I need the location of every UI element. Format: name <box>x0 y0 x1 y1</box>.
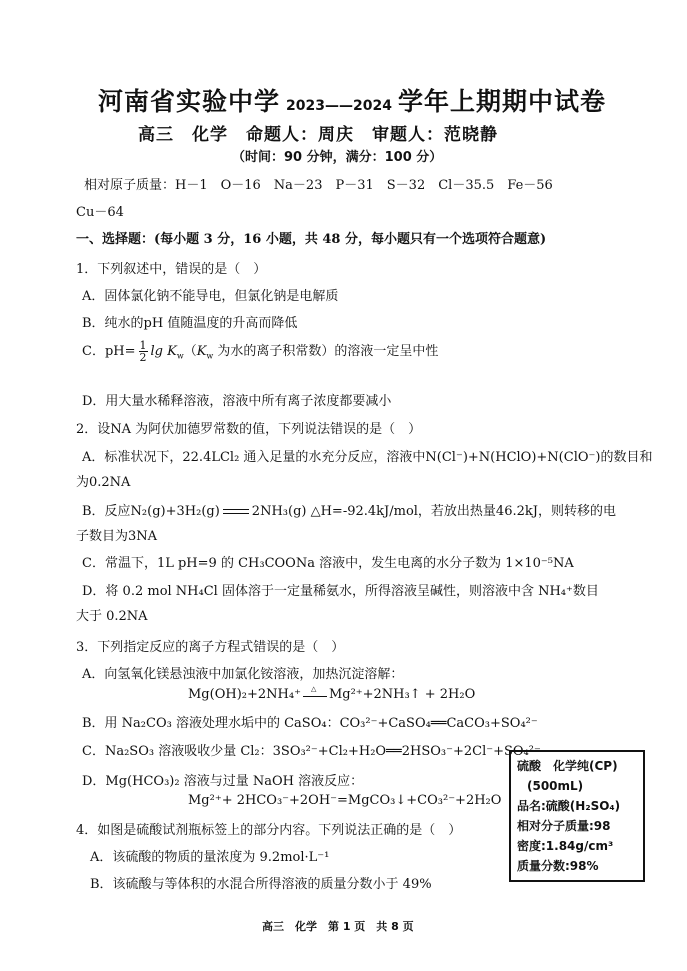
q3-option-d-equation: Mg²⁺+ 2HCO₃⁻+2OH⁻=MgCO₃↓+CO₃²⁻+2H₂O <box>188 793 502 808</box>
q3-stem: 3．下列指定反应的离子方程式错误的是（ ） <box>76 640 345 655</box>
school-name: 河南省实验中学 <box>98 87 281 116</box>
q4-option-b: B．该硫酸与等体积的水混合所得溶液的质量分数小于 49% <box>90 877 432 892</box>
fraction <box>139 340 148 363</box>
school-year: 2023——2024 <box>286 98 392 114</box>
q1-option-b: B．纯水的pH 值随温度的升高而降低 <box>82 316 298 331</box>
q4-stem: 4．如图是硫酸试剂瓶标签上的部分内容。下列说法正确的是（ ） <box>76 823 462 838</box>
q3-a-eq-left: Mg(OH)₂+2NH₄⁺ <box>188 687 301 702</box>
q3-option-c: C．Na₂SO₃ 溶液吸收少量 Cl₂：3SO₃²⁻+Cl₂+H₂O══2HSO₃⁻+2Cl⁻+SO₄²⁻ <box>82 744 541 759</box>
q3-option-a-equation <box>188 687 475 702</box>
fraction-numerator: 1 <box>139 339 147 352</box>
q1-c-kw-sub: w <box>206 351 214 361</box>
label-line-4: 相对分子质量:98 <box>517 819 611 833</box>
q1-c-rest: 为水的离子积常数）的溶液一定呈中性 <box>213 344 439 359</box>
label-line-1: 硫酸 化学纯(CP) <box>517 759 618 773</box>
label-line-5: 密度:1.84g/cm³ <box>517 839 614 853</box>
exam-name: 学年上期期中试卷 <box>397 87 606 116</box>
atomic-masses-line2: Cu－64 <box>76 205 124 220</box>
q1-c-prefix: C．pH= <box>82 344 136 359</box>
page-footer: 高三 化学 第 1 页 共 8 页 <box>262 920 414 933</box>
atomic-masses-line1: 相对原子质量：H－1 O－16 Na－23 P－31 S－32 Cl－35.5 Fe－56 <box>84 178 553 193</box>
q4-option-a: A．该硫酸的物质的量浓度为 9.2mol·L⁻¹ <box>90 850 330 865</box>
label-line-3: 品名:硫酸(H₂SO₄) <box>517 799 621 813</box>
q1-stem: 1．下列叙述中，错误的是（ ） <box>76 262 267 277</box>
q2-option-c: C．常温下，1L pH=9 的 CH₃COONa 溶液中，发生电离的水分子数为 1×10⁻⁵NA <box>82 556 574 571</box>
exam-title <box>98 82 606 118</box>
label-line-2: (500mL) <box>527 779 584 793</box>
q2-option-a-line1: A．标准状况下，22.4LCl₂ 通入足量的水充分反应，溶液中N(Cl⁻)+N(HClO)+N(ClO⁻)的数目和 <box>82 450 653 465</box>
q2-b-pre: B．反应N₂(g)+3H₂(g) <box>82 504 220 519</box>
heat-arrow-icon <box>303 689 327 701</box>
q2-option-d-line2: 大于 0.2NA <box>76 609 148 624</box>
q1-option-a: A．固体氯化钠不能导电，但氯化钠是电解质 <box>82 289 339 304</box>
q3-option-b: B．用 Na₂CO₃ 溶液处理水垢中的 CaSO₄：CO₃²⁻+CaSO₄══CaCO₃+SO₄²⁻ <box>82 716 538 731</box>
q1-c-log: lg K <box>150 344 177 359</box>
q2-option-a-line2: 为0.2NA <box>76 475 131 490</box>
q1-c-kw: K <box>196 344 207 359</box>
q2-option-b-line1 <box>82 500 616 519</box>
q1-option-c <box>82 340 438 363</box>
q2-stem: 2．设NA 为阿伏加德罗常数的值，下列说法错误的是（ ） <box>76 422 422 437</box>
q2-option-d-line1: D．将 0.2 mol NH₄Cl 固体溶于一定量稀氨水，所得溶液呈碱性，则溶液中含 NH₄⁺数目 <box>82 584 599 599</box>
reagent-label <box>509 750 645 882</box>
q2-option-b-line2: 子数目为3NA <box>76 529 158 544</box>
exam-subtitle: 高三 化学 命题人：周庆 审题人：范晓静 <box>138 125 498 145</box>
q3-a-eq-right: Mg²⁺+2NH₃↑ + 2H₂O <box>328 687 476 702</box>
q1-option-d: D．用大量水稀释溶液，溶液中所有离子浓度都要减小 <box>82 394 392 409</box>
q3-option-d: D．Mg(HCO₃)₂ 溶液与过量 NaOH 溶液反应： <box>82 774 364 789</box>
q1-c-log-sub: w <box>176 351 184 361</box>
fraction-denominator: 2 <box>139 351 147 364</box>
q3-option-a: A．向氢氧化镁悬浊液中加氯化铵溶液，加热沉淀溶解： <box>82 667 404 682</box>
q1-c-mid: （ <box>183 344 197 359</box>
q2-b-post: 2NH₃(g) △H=-92.4kJ/mol，若放出热量46.2kJ，则转移的电 <box>251 504 616 519</box>
label-line-6: 质量分数:98% <box>517 859 599 873</box>
reversible-arrow-icon <box>223 507 249 517</box>
time-info: （时间：90 分钟，满分：100 分） <box>232 150 443 165</box>
section-heading: 一、选择题：(每小题 3 分，16 小题，共 48 分，每小题只有一个选项符合题意) <box>76 232 547 247</box>
